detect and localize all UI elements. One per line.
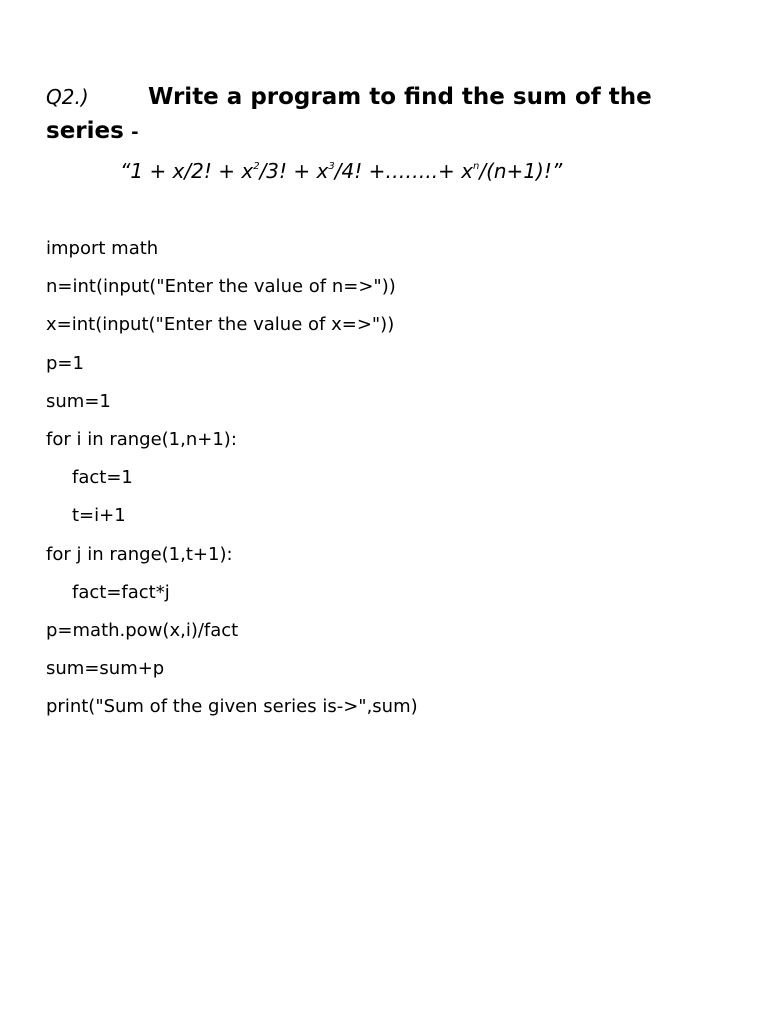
- question-heading: [46, 80, 736, 150]
- formula-part: “1 + x/2! + x: [120, 159, 254, 183]
- formula-part: /4! +……..+ x: [334, 159, 473, 183]
- question-text: Write a program to find the sum of the series: [46, 84, 652, 144]
- question-number: Q2.): [46, 85, 89, 109]
- question-dash: -: [131, 122, 139, 143]
- code-line: p=math.pow(x,i)/fact: [46, 619, 239, 641]
- code-line: n=int(input("Enter the value of n=>")): [46, 276, 396, 298]
- formula-exponent: 2: [253, 161, 260, 172]
- code-line: for j in range(1,t+1):: [46, 543, 233, 565]
- formula-exponent: 3: [328, 161, 335, 172]
- code-line: import math: [46, 238, 159, 259]
- code-line: sum=1: [46, 390, 111, 412]
- formula-part: /3! + x: [259, 159, 329, 183]
- code-line: p=1: [46, 352, 84, 374]
- code-line: for i in range(1,n+1):: [46, 428, 237, 450]
- series-formula: [120, 156, 562, 186]
- code-line: sum=sum+p: [46, 658, 165, 680]
- formula-exponent: n: [473, 161, 480, 172]
- code-line: fact=1: [72, 467, 133, 489]
- code-line: x=int(input("Enter the value of x=>")): [46, 314, 395, 336]
- code-listing: [46, 234, 418, 730]
- formula-part: /(n+1)!”: [479, 159, 563, 183]
- code-line: fact=fact*j: [72, 581, 170, 603]
- code-line: print("Sum of the given series is->",sum): [46, 696, 418, 718]
- code-line: t=i+1: [72, 505, 126, 527]
